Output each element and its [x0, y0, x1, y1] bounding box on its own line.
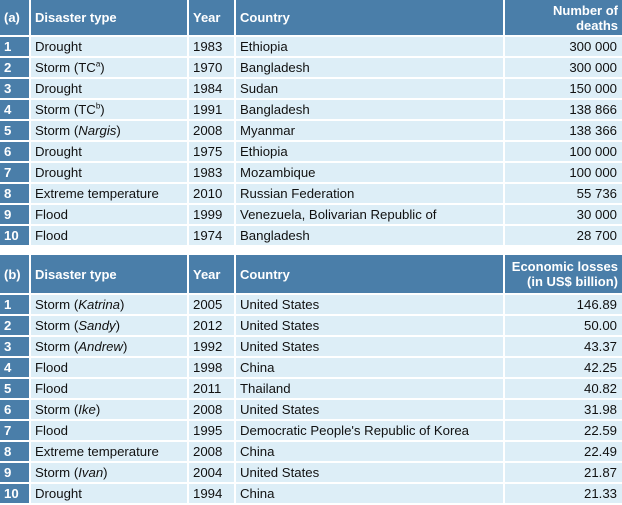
- year-cell: 1992: [189, 337, 234, 358]
- disaster-type-cell: [31, 484, 187, 505]
- country-cell: Ethiopia: [236, 37, 503, 58]
- table-row: [0, 442, 622, 463]
- header-year: Year: [189, 255, 234, 295]
- year-cell: 1994: [189, 484, 234, 505]
- year-cell: 1999: [189, 205, 234, 226]
- disaster-type-cell: [31, 421, 187, 442]
- row-index: 1: [0, 295, 29, 316]
- value-cell: 55 736: [505, 184, 622, 205]
- table-row: [0, 400, 622, 421]
- header-year: Year: [189, 0, 234, 37]
- table-row: [0, 37, 622, 58]
- disaster-type-text: Flood: [35, 360, 68, 375]
- row-index: 1: [0, 37, 29, 58]
- row-index: 10: [0, 226, 29, 247]
- row-index: 4: [0, 100, 29, 121]
- disaster-type-cell: [31, 184, 187, 205]
- country-cell: Ethiopia: [236, 142, 503, 163]
- table-b-header: [0, 255, 622, 295]
- header-disaster-type: Disaster type: [31, 0, 187, 37]
- header-country: Country: [236, 255, 503, 295]
- table-a-label: (a): [0, 0, 29, 37]
- year-cell: 1998: [189, 358, 234, 379]
- value-cell: 31.98: [505, 400, 622, 421]
- year-cell: 2008: [189, 400, 234, 421]
- value-cell: 21.87: [505, 463, 622, 484]
- year-cell: 1983: [189, 37, 234, 58]
- country-cell: United States: [236, 295, 503, 316]
- row-index: 5: [0, 379, 29, 400]
- disaster-type-text: Storm (TC: [35, 102, 96, 117]
- row-index: 5: [0, 121, 29, 142]
- disaster-type-cell: [31, 163, 187, 184]
- footnote-marker: b: [95, 101, 101, 111]
- table-row: [0, 421, 622, 442]
- country-cell: China: [236, 484, 503, 505]
- country-cell: Bangladesh: [236, 58, 503, 79]
- row-index: 7: [0, 163, 29, 184]
- disaster-type-cell: [31, 400, 187, 421]
- disaster-type-suffix: ): [100, 102, 105, 117]
- country-cell: Bangladesh: [236, 226, 503, 247]
- table-row: [0, 337, 622, 358]
- year-cell: 2004: [189, 463, 234, 484]
- value-cell: 21.33: [505, 484, 622, 505]
- footnote-marker: a: [95, 59, 101, 69]
- row-index: 4: [0, 358, 29, 379]
- country-cell: Myanmar: [236, 121, 503, 142]
- disaster-name: Andrew: [78, 339, 123, 354]
- disaster-type-cell: [31, 142, 187, 163]
- year-cell: 2008: [189, 121, 234, 142]
- header-disaster-type: Disaster type: [31, 255, 187, 295]
- value-cell: 30 000: [505, 205, 622, 226]
- row-index: 2: [0, 58, 29, 79]
- disaster-type-text: Flood: [35, 207, 68, 222]
- country-cell: United States: [236, 400, 503, 421]
- year-cell: 1991: [189, 100, 234, 121]
- header-number-of-deaths: Number of deaths: [505, 0, 622, 37]
- value-cell: 22.49: [505, 442, 622, 463]
- country-cell: China: [236, 442, 503, 463]
- row-index: 2: [0, 316, 29, 337]
- row-index: 9: [0, 205, 29, 226]
- row-index: 7: [0, 421, 29, 442]
- year-cell: 2005: [189, 295, 234, 316]
- disaster-name: Sandy: [78, 318, 116, 333]
- table-row: [0, 121, 622, 142]
- value-cell: 100 000: [505, 163, 622, 184]
- disaster-type-suffix: ): [100, 60, 105, 75]
- row-index: 8: [0, 184, 29, 205]
- country-cell: Russian Federation: [236, 184, 503, 205]
- disaster-name: Nargis: [78, 123, 117, 138]
- disaster-type-text: Storm (: [35, 123, 79, 138]
- disaster-type-text: Storm (: [35, 297, 79, 312]
- disaster-type-text: Drought: [35, 81, 82, 96]
- country-cell: Thailand: [236, 379, 503, 400]
- disaster-type-text: Extreme temperature: [35, 186, 159, 201]
- disaster-type-suffix: ): [122, 339, 128, 354]
- disaster-type-cell: [31, 337, 187, 358]
- year-cell: 2011: [189, 379, 234, 400]
- disaster-type-cell: [31, 205, 187, 226]
- disaster-type-text: Extreme temperature: [35, 444, 159, 459]
- row-index: 3: [0, 337, 29, 358]
- disaster-name: Katrina: [78, 297, 121, 312]
- table-gap: [0, 247, 622, 255]
- year-cell: 1984: [189, 79, 234, 100]
- disaster-type-cell: [31, 58, 187, 79]
- row-index: 6: [0, 142, 29, 163]
- country-cell: Sudan: [236, 79, 503, 100]
- value-cell: 300 000: [505, 37, 622, 58]
- table-row: [0, 358, 622, 379]
- table-row: [0, 58, 622, 79]
- disaster-type-cell: [31, 379, 187, 400]
- value-cell: 28 700: [505, 226, 622, 247]
- table-row: [0, 100, 622, 121]
- disaster-type-suffix: ): [116, 123, 121, 138]
- disaster-type-cell: [31, 121, 187, 142]
- table-row: [0, 463, 622, 484]
- disaster-name: Ike: [78, 402, 96, 417]
- row-index: 9: [0, 463, 29, 484]
- value-cell: 40.82: [505, 379, 622, 400]
- header-economic-losses: Economic losses (in US$ billion): [505, 255, 622, 295]
- table-row: [0, 484, 622, 505]
- table-a: [0, 0, 622, 247]
- country-cell: Venezuela, Bolivarian Republic of: [236, 205, 503, 226]
- disaster-type-cell: [31, 226, 187, 247]
- table-row: [0, 163, 622, 184]
- disaster-type-text: Storm (: [35, 339, 79, 354]
- row-index: 6: [0, 400, 29, 421]
- value-cell: 300 000: [505, 58, 622, 79]
- country-cell: United States: [236, 316, 503, 337]
- disaster-type-cell: [31, 37, 187, 58]
- country-cell: China: [236, 358, 503, 379]
- disaster-type-cell: [31, 463, 187, 484]
- table-b: [0, 255, 622, 505]
- table-row: [0, 226, 622, 247]
- disaster-type-text: Drought: [35, 39, 82, 54]
- value-cell: 146.89: [505, 295, 622, 316]
- disaster-type-cell: [31, 316, 187, 337]
- disaster-type-text: Storm (: [35, 465, 79, 480]
- year-cell: 1983: [189, 163, 234, 184]
- value-cell: 138 366: [505, 121, 622, 142]
- header-country: Country: [236, 0, 503, 37]
- row-index: 8: [0, 442, 29, 463]
- disaster-type-text: Drought: [35, 144, 82, 159]
- table-row: [0, 316, 622, 337]
- country-cell: Democratic People's Republic of Korea: [236, 421, 503, 442]
- year-cell: 1974: [189, 226, 234, 247]
- disaster-type-text: Flood: [35, 228, 68, 243]
- disaster-type-cell: [31, 442, 187, 463]
- value-cell: 138 866: [505, 100, 622, 121]
- value-cell: 43.37: [505, 337, 622, 358]
- disaster-type-text: Drought: [35, 165, 82, 180]
- disaster-type-suffix: ): [95, 402, 101, 417]
- year-cell: 1995: [189, 421, 234, 442]
- country-cell: United States: [236, 463, 503, 484]
- year-cell: 1970: [189, 58, 234, 79]
- table-row: [0, 142, 622, 163]
- country-cell: United States: [236, 337, 503, 358]
- disaster-type-text: Flood: [35, 423, 68, 438]
- year-cell: 2008: [189, 442, 234, 463]
- disaster-type-text: Drought: [35, 486, 82, 501]
- disaster-type-text: Storm (: [35, 318, 79, 333]
- disaster-type-text: Storm (TC: [35, 60, 96, 75]
- table-row: [0, 295, 622, 316]
- disaster-type-cell: [31, 79, 187, 100]
- disaster-type-text: Storm (: [35, 402, 79, 417]
- disaster-type-text: Flood: [35, 381, 68, 396]
- year-cell: 2012: [189, 316, 234, 337]
- value-cell: 42.25: [505, 358, 622, 379]
- table-b-label: (b): [0, 255, 29, 295]
- year-cell: 1975: [189, 142, 234, 163]
- year-cell: 2010: [189, 184, 234, 205]
- disaster-name: Ivan: [78, 465, 104, 480]
- country-cell: Mozambique: [236, 163, 503, 184]
- table-row: [0, 205, 622, 226]
- value-cell: 100 000: [505, 142, 622, 163]
- table-row: [0, 184, 622, 205]
- disaster-type-suffix: ): [120, 297, 125, 312]
- country-cell: Bangladesh: [236, 100, 503, 121]
- disaster-type-suffix: ): [103, 465, 108, 480]
- row-index: 3: [0, 79, 29, 100]
- table-row: [0, 79, 622, 100]
- disaster-type-cell: [31, 295, 187, 316]
- table-row: [0, 379, 622, 400]
- value-cell: 150 000: [505, 79, 622, 100]
- value-cell: 50.00: [505, 316, 622, 337]
- disaster-type-cell: [31, 358, 187, 379]
- disaster-type-suffix: ): [115, 318, 121, 333]
- disaster-type-cell: [31, 100, 187, 121]
- row-index: 10: [0, 484, 29, 505]
- table-a-header: [0, 0, 622, 37]
- value-cell: 22.59: [505, 421, 622, 442]
